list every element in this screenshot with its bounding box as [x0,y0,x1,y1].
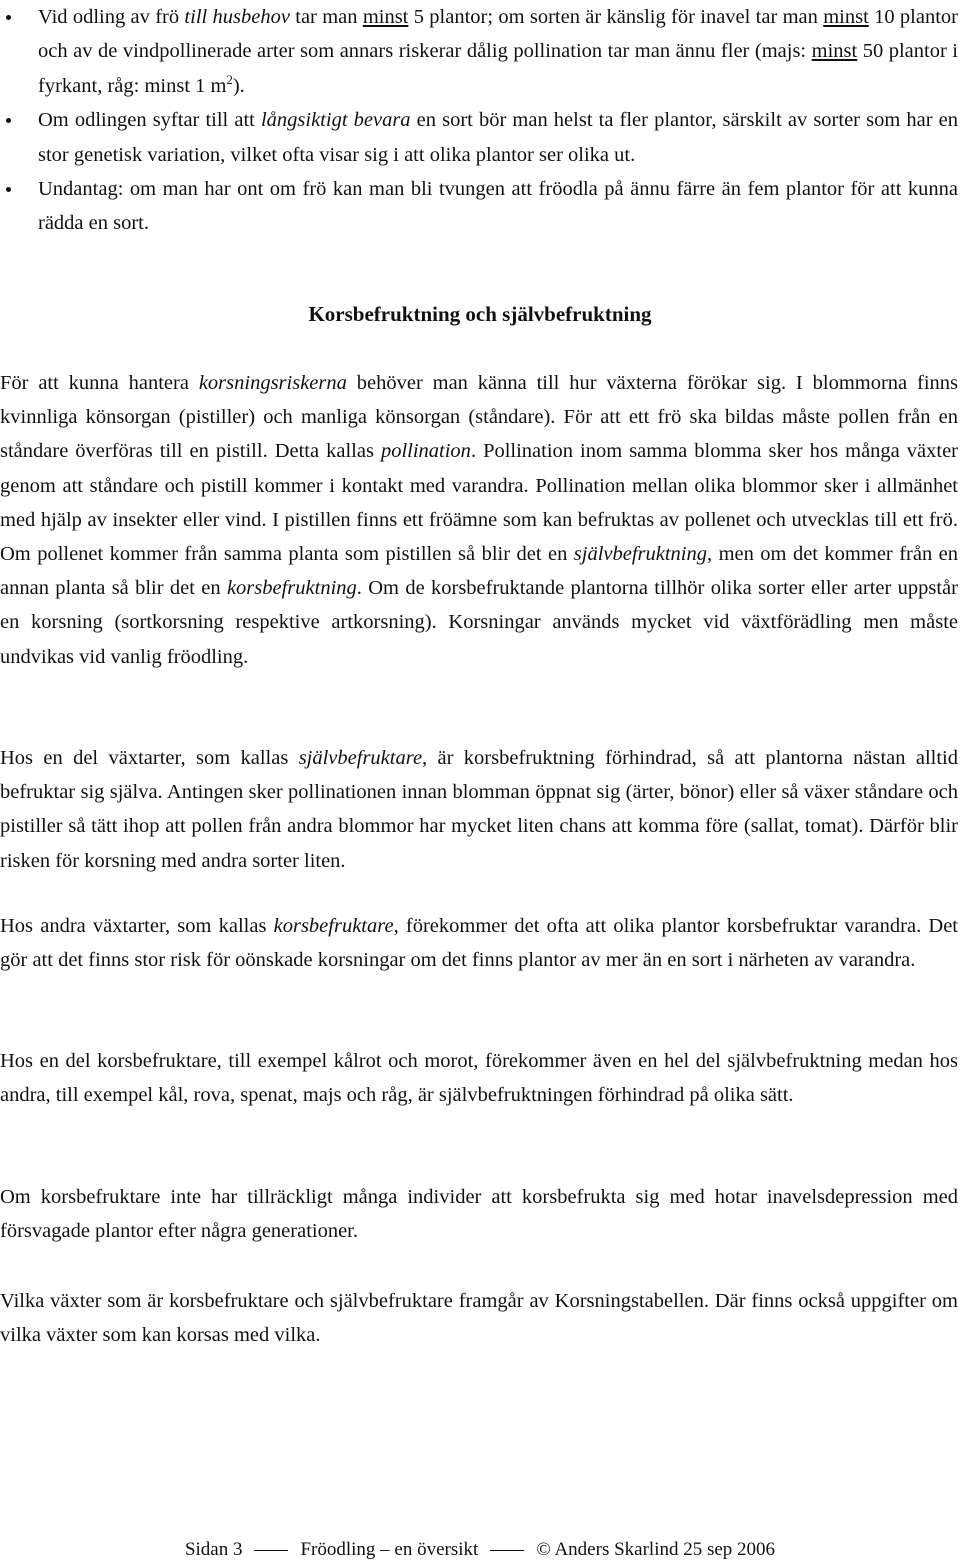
paragraph [0,741,958,878]
text-run: en sort bör man helst ta fler plantor, särskilt av sorter som har en stor genetisk variation, vilket ofta visar sig i att olika plantor ser olika ut. [38,109,958,166]
text-run: behöver man känna till hur växterna förökar sig. I blommorna finns kvinnliga könsorgan (pistiller) och manliga könsorgan (ståndare). För att ett frö ska bildas måste pollen från en ståndare överföras till en pistill. Detta kallas [0,372,958,463]
bullet-dot [6,15,11,20]
text-run: 10 plantor och av de vindpollinerade arter som annars riskerar dålig pollination tar man ännu fler (majs: [38,6,958,63]
page-number: Sidan 3 [184,1539,243,1560]
text-run: , förekommer det ofta att olika plantor korsbefruktar varandra. Det gör att det finns stor risk för oönskade korsningar om det finns plantor av mer än en sort i närheten av varandra. [0,915,958,972]
text-run: Hos andra växtarter, som kallas [0,915,274,937]
text-run: tar man [289,6,363,28]
bullet-dot [6,118,11,123]
copyright: © Anders Skarlind 25 sep 2006 [536,1539,776,1560]
page-footer [0,1535,960,1565]
italic-term: korsbefruktare [273,915,394,937]
title-part: Fröodling [300,1539,376,1560]
bullet-dot [6,187,11,192]
bullet-item [0,172,960,241]
text-run: Vid odling av frö [38,6,185,28]
bullet-item [0,103,960,172]
title-part: en översikt [394,1539,479,1560]
italic-term: självbefruktare [298,747,423,769]
paragraph: Vilka växter som är korsbefruktare och självbefruktare framgår av Korsningstabellen. Där finns också uppgifter om vilka växter som kan korsas med vilka. [0,1290,958,1347]
italic-term: till husbehov [184,6,290,28]
text-run: 50 plantor i fyrkant, råg: minst 1 m [38,40,958,97]
text-run: , är korsbefruktning förhindrad, så att plantorna nästan alltid befruktar sig själva. Antingen sker pollinationen innan blomman öppnat sig (ärter, bönor) eller så växer ståndare och pistiller så tätt ihop att pollen från andra blommor har mycket liten chans att komma före (sallat, tomat). Därför blir risken för korsning med andra sorter liten. [0,747,959,872]
footer-separator [254,1550,288,1551]
superscript: 2 [226,72,233,87]
bullet-item [0,0,960,103]
text-run: Om odlingen syftar till att [38,109,261,132]
paragraph: Om korsbefruktare inte har tillräckligt många individer att korsbefrukta sig med hotar inavelsdepression med försvagade plantor efter några generationer. [0,1186,958,1243]
italic-term: självbefruktning [573,543,707,566]
text-run: . Pollination inom samma blomma sker hos många växter genom att ståndare och pistill kommer i kontakt med varandra. Pollination mellan olika blommor sker i allmänhet med hjälp av insekter eller vind. I pistillen finns ett fröämne som kan befruktas av pollenet och utvecklas till ett frö. Om pollenet kommer från samma planta som pistillen så blir det en [0,440,959,566]
text-run: 5 plantor; om sorten är känslig för inavel tar man [408,6,824,28]
text-run: ). [232,74,245,97]
bullet-list [0,0,960,241]
section-heading: Korsbefruktning och självbefruktning [308,302,652,326]
paragraph: Hos en del korsbefruktare, till exempel kålrot och morot, förekommer även en hel del självbefruktning medan hos andra, till exempel kål, rova, spenat, majs och råg, är självbefruktningen förhindrad på olika sätt. [0,1050,958,1107]
italic-term: korsningsriskerna [198,372,347,394]
text-run: Hos en del växtarter, som kallas [0,747,299,769]
title-dash: – [380,1539,390,1560]
text-run: För att kunna hantera [0,372,199,394]
footer-separator [490,1550,524,1551]
document-title [300,1539,478,1560]
text-run: Undantag: om man har ont om frö kan man bli tvungen att fröodla på ännu färre än fem plantor för att kunna rädda en sort. [38,178,958,235]
underlined-word: minst [811,40,858,63]
paragraph [0,909,958,977]
paragraph [0,366,958,674]
text-run: . Om de korsbefruktande plantorna tillhör olika sorter eller arter uppstår en korsning (sortkorsning respektive artkorsning). Korsningar används mycket vid växtförädling men måste undvikas vid vanlig fröodling. [0,577,958,668]
underlined-word: minst [823,6,869,28]
italic-term: korsbefruktning [226,577,357,600]
italic-term: långsiktigt bevara [260,109,411,132]
underlined-word: minst [362,6,409,28]
text-run: , men om det kommer från en annan planta så blir det en [0,543,958,600]
italic-term: pollination [380,440,471,463]
